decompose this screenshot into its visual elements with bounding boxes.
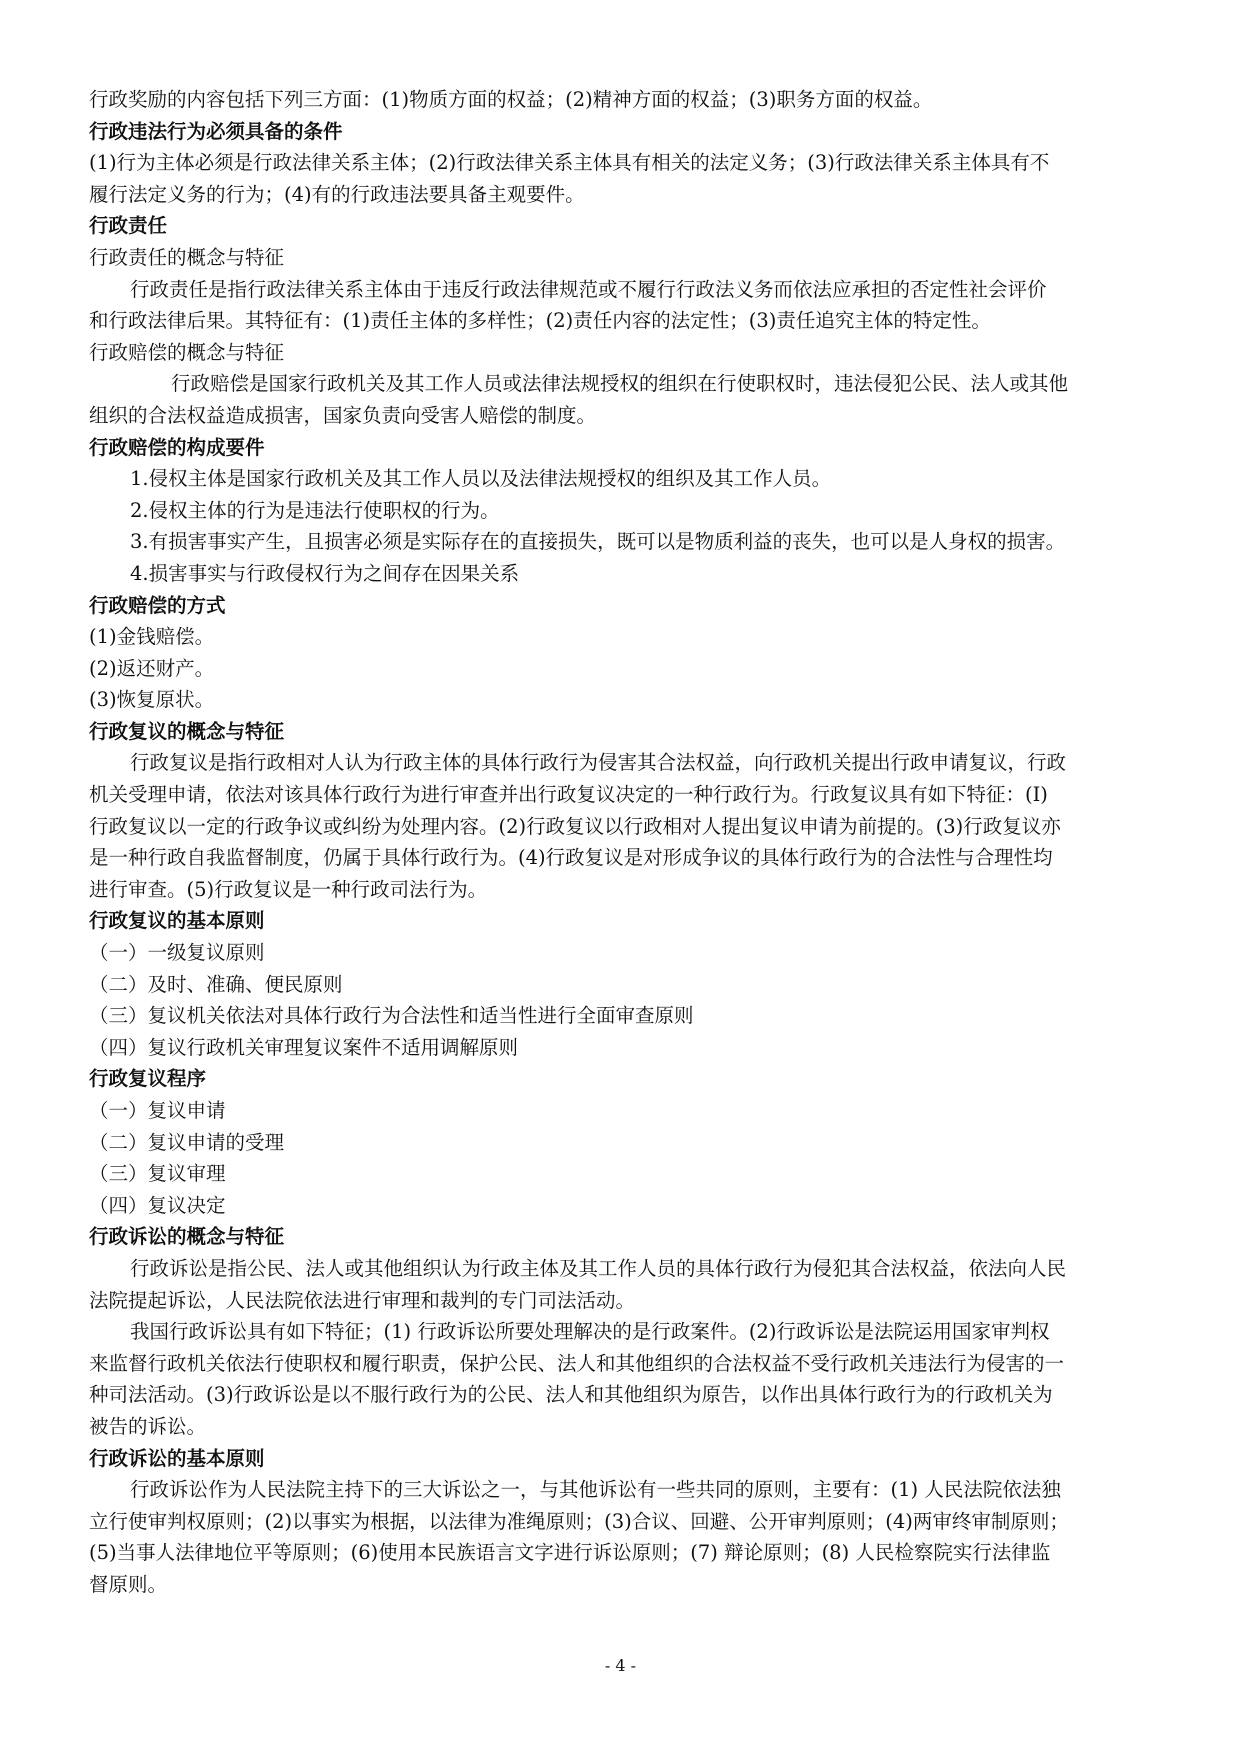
section-heading: 行政诉讼的概念与特征	[89, 1225, 285, 1249]
paragraph-line: 种司法活动。(3)行政诉讼是以不服行政行为的公民、法人和其他组织为原告，以作出具体行政行为的行政机关为	[89, 1383, 1053, 1407]
paragraph-line: （一）一级复议原则	[89, 941, 265, 965]
paragraph-line: 4.损害事实与行政侵权行为之间存在因果关系	[130, 561, 520, 585]
paragraph-line: 3.有损害事实产生，且损害必须是实际存在的直接损失，既可以是物质利益的丧失，也可以是人身权的损害。	[130, 530, 1066, 554]
paragraph-line: 行政复议以一定的行政争议或纠纷为处理内容。(2)行政复议以行政相对人提出复议申请为前提的。(3)行政复议亦	[89, 814, 1061, 838]
paragraph-line: (5)当事人法律地位平等原则；(6)使用本民族语言文字进行诉讼原则；(7) 辩论原则；(8) 人民检察院实行法律监	[89, 1541, 1051, 1565]
paragraph-line: (2)返还财产。	[89, 656, 215, 680]
paragraph-line: 1.侵权主体是国家行政机关及其工作人员以及法律法规授权的组织及其工作人员。	[130, 467, 832, 491]
paragraph-line: 行政诉讼作为人民法院主持下的三大诉讼之一，与其他诉讼有一些共同的原则，主要有：(1) 人民法院依法独	[130, 1478, 1061, 1502]
section-heading: 行政责任	[89, 214, 168, 238]
paragraph-line: 行政赔偿是国家行政机关及其工作人员或法律法规授权的组织在行使职权时，违法侵犯公民、法人或其他	[171, 372, 1069, 396]
paragraph-line: 行政诉讼是指公民、法人或其他组织认为行政主体及其工作人员的具体行政行为侵犯其合法权益，依法向人民	[130, 1256, 1067, 1280]
paragraph-line: 行政责任的概念与特征	[89, 245, 285, 269]
paragraph-line: （四）复议决定	[89, 1193, 226, 1217]
paragraph-line: 和行政法律后果。其特征有：(1)责任主体的多样性；(2)责任内容的法定性；(3)责任追究主体的特定性。	[89, 309, 991, 333]
paragraph-line: 立行使审判权原则；(2)以事实为根据，以法律为准绳原则；(3)合议、回避、公开审判原则；(4)两审终审制原则；	[89, 1509, 1069, 1533]
paragraph-line: (1)金钱赔偿。	[89, 625, 215, 649]
section-heading: 行政违法行为必须具备的条件	[89, 119, 343, 143]
section-heading: 行政复议的概念与特征	[89, 719, 285, 743]
paragraph-line: 组织的合法权益造成损害，国家负责向受害人赔偿的制度。	[89, 403, 597, 427]
paragraph-line: 行政赔偿的概念与特征	[89, 340, 285, 364]
section-heading: 行政赔偿的构成要件	[89, 435, 265, 459]
paragraph-line: （三）复议审理	[89, 1162, 226, 1186]
paragraph-line: 法院提起诉讼，人民法院依法进行审理和裁判的专门司法活动。	[89, 1288, 636, 1312]
paragraph-line: 行政奖励的内容包括下列三方面：(1)物质方面的权益；(2)精神方面的权益；(3)职务方面的权益。	[89, 88, 933, 111]
paragraph-line: 2.侵权主体的行为是违法行使职权的行为。	[130, 498, 500, 522]
paragraph-line: 进行审查。(5)行政复议是一种行政司法行为。	[89, 877, 488, 901]
section-heading: 行政复议程序	[89, 1067, 207, 1091]
section-heading: 行政复议的基本原则	[89, 909, 265, 933]
section-heading: 行政赔偿的方式	[89, 593, 226, 617]
paragraph-line: （三）复议机关依法对具体行政行为合法性和适当性进行全面审查原则	[89, 1004, 694, 1028]
page-number: - 4 -	[604, 1656, 637, 1675]
paragraph-line: 行政复议是指行政相对人认为行政主体的具体行政行为侵害其合法权益，向行政机关提出行政申请复议，行政	[130, 751, 1067, 775]
paragraph-line: 是一种行政自我监督制度，仍属于具体行政行为。(4)行政复议是对形成争议的具体行政行为的合法性与合理性均	[89, 846, 1053, 870]
paragraph-line: （一）复议申请	[89, 1099, 226, 1122]
section-heading: 行政诉讼的基本原则	[89, 1446, 265, 1470]
paragraph-line: 我国行政诉讼具有如下特征；(1) 行政诉讼所要处理解决的是行政案件。(2)行政诉讼是法院运用国家审判权	[130, 1320, 1050, 1344]
paragraph-line: 行政责任是指行政法律关系主体由于违反行政法律规范或不履行行政法义务而依法应承担的否定性社会评价	[130, 277, 1047, 301]
paragraph-line: (1)行为主体必须是行政法律关系主体；(2)行政法律关系主体具有相关的法定义务；(3)行政法律关系主体具有不	[89, 151, 1050, 175]
paragraph-line: 履行法定义务的行为；(4)有的行政违法要具备主观要件。	[89, 182, 585, 206]
paragraph-line: 督原则。	[89, 1572, 168, 1596]
paragraph-line: 来监督行政机关依法行使职权和履行职责，保护公民、法人和其他组织的合法权益不受行政机关违法行为侵害的一	[89, 1351, 1065, 1375]
paragraph-line: （二）复议申请的受理	[89, 1130, 285, 1154]
paragraph-line: 机关受理申请，依法对该具体行政行为进行审查并出行政复议决定的一种行政行为。行政复议具有如下特征：(I)	[89, 783, 1048, 807]
paragraph-line: （二）及时、准确、便民原则	[89, 972, 343, 996]
paragraph-line: (3)恢复原状。	[89, 688, 215, 712]
paragraph-line: 被告的诉讼。	[89, 1414, 207, 1438]
paragraph-line: （四）复议行政机关审理复议案件不适用调解原则	[89, 1035, 519, 1059]
document-body	[89, 84, 1176, 1601]
